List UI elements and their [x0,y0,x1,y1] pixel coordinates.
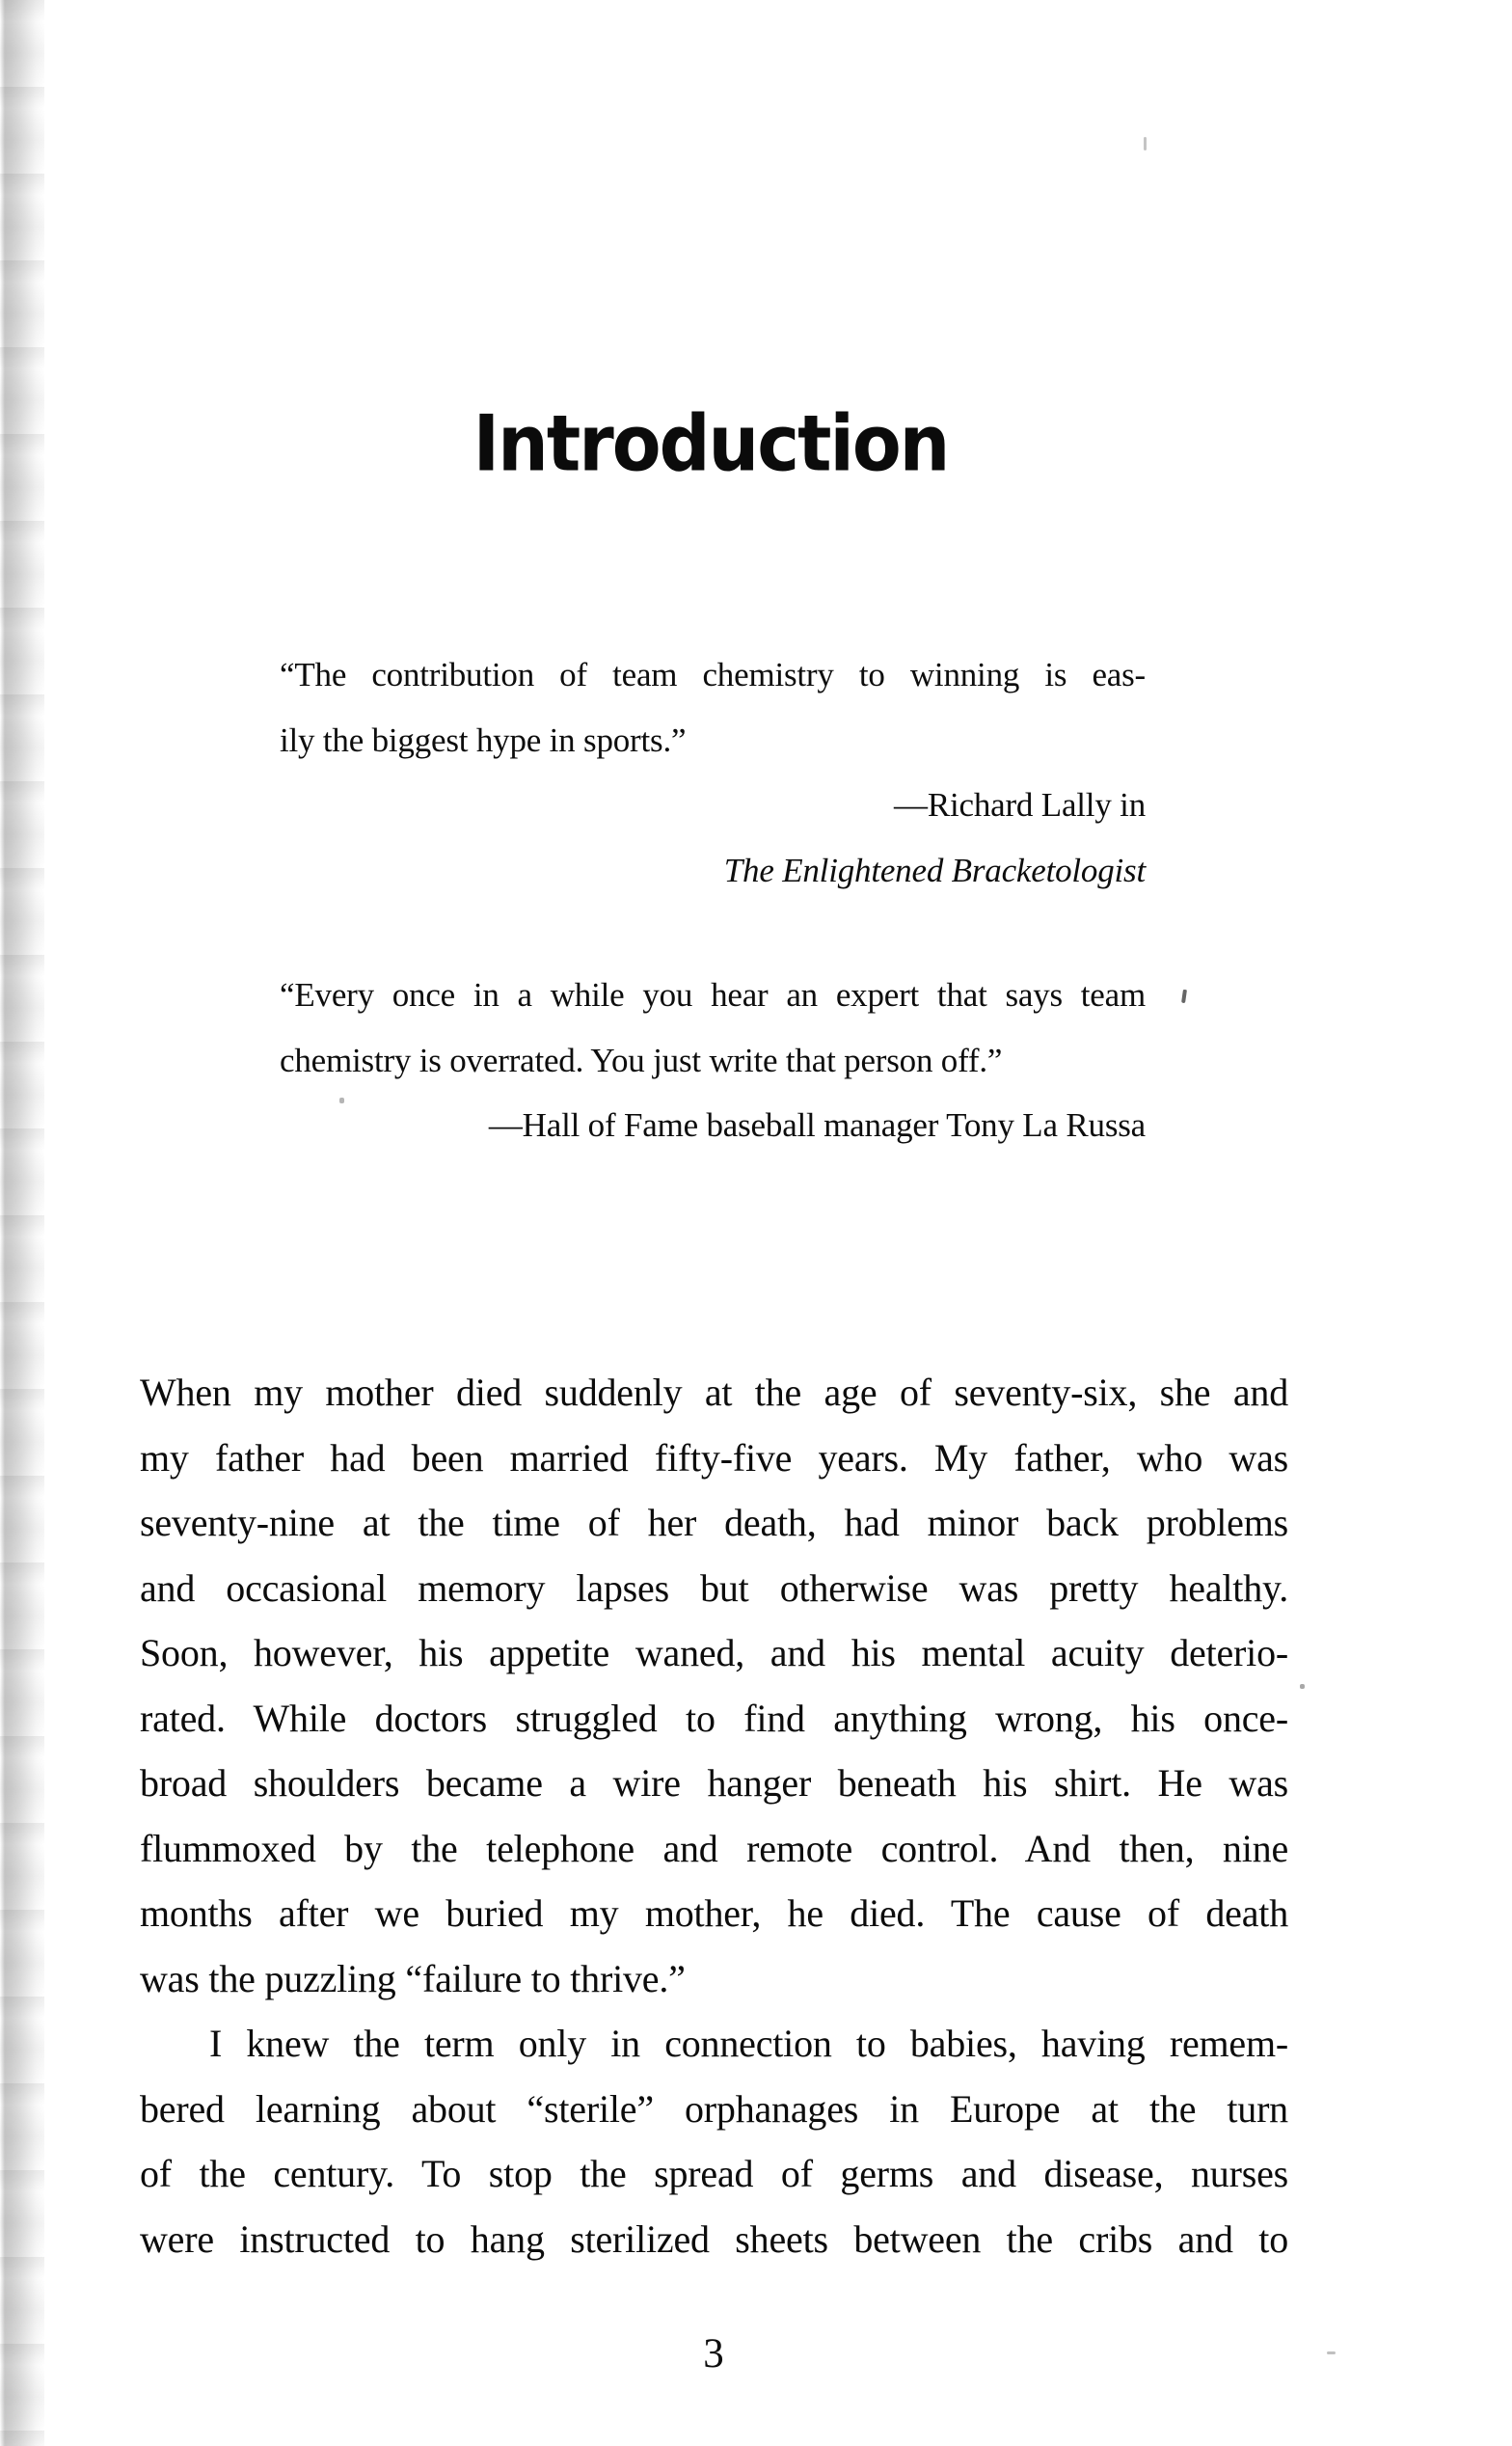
epigraph-2-line-2: chemistry is overrated. You just write that person off.” [280,1041,1003,1079]
scan-speck [339,1098,344,1103]
scan-speck [1300,1684,1305,1689]
body-line: broad shoulders became a wire hanger beneath his shirt. He was [140,1761,1288,1805]
page-number: 3 [703,2331,724,2377]
page-gutter-texture [0,0,44,2446]
body-line: seventy-nine at the time of her death, had minor back problems [140,1501,1288,1544]
epigraph-1-line-1: “The contribution of team chemistry to winning is eas- [280,656,1146,693]
scan-speck [1181,990,1187,1003]
scan-speck [1327,2351,1336,2354]
scan-speck [1144,137,1147,150]
epigraph-1-source-title: The Enlightened Bracketologist [723,851,1146,889]
body-line: bered learning about “sterile” orphanages in Europe at the turn [140,2086,1288,2131]
epigraph-2-attribution: —Hall of Fame baseball manager Tony La Russa [488,1106,1146,1144]
chapter-title: Introduction [472,399,949,489]
body-line: and occasional memory lapses but otherwise was pretty healthy. [140,1565,1288,1610]
body-text [140,1360,1288,2271]
body-line: rated. While doctors struggled to find anything wrong, his once- [140,1696,1288,1740]
body-line: flummoxed by the telephone and remote control. And then, nine [140,1826,1288,1870]
epigraph-1-attribution: —Richard Lally in [894,786,1146,824]
epigraph-1 [280,642,1146,903]
body-line: months after we buried my mother, he died. The cause of death [140,1891,1288,1935]
epigraph-2-line-1: “Every once in a while you hear an expert that says team [280,976,1146,1014]
body-line: was the puzzling “failure to thrive.” [140,1956,686,2000]
epigraph-2 [280,963,1146,1158]
epigraph-1-line-2: ily the biggest hype in sports.” [280,720,687,759]
body-line: Soon, however, his appetite waned, and his mental acuity deterio- [140,1631,1288,1674]
body-line: When my mother died suddenly at the age of seventy-six, she and [140,1371,1288,1414]
body-line: of the century. To stop the spread of germs and disease, nurses [140,2152,1288,2195]
body-line: were instructed to hang sterilized sheets between the cribs and to [140,2216,1288,2261]
body-line: my father had been married fifty-five years. My father, who was [140,1435,1288,1480]
body-line: I knew the term only in connection to babies, having remem- [209,2022,1288,2065]
